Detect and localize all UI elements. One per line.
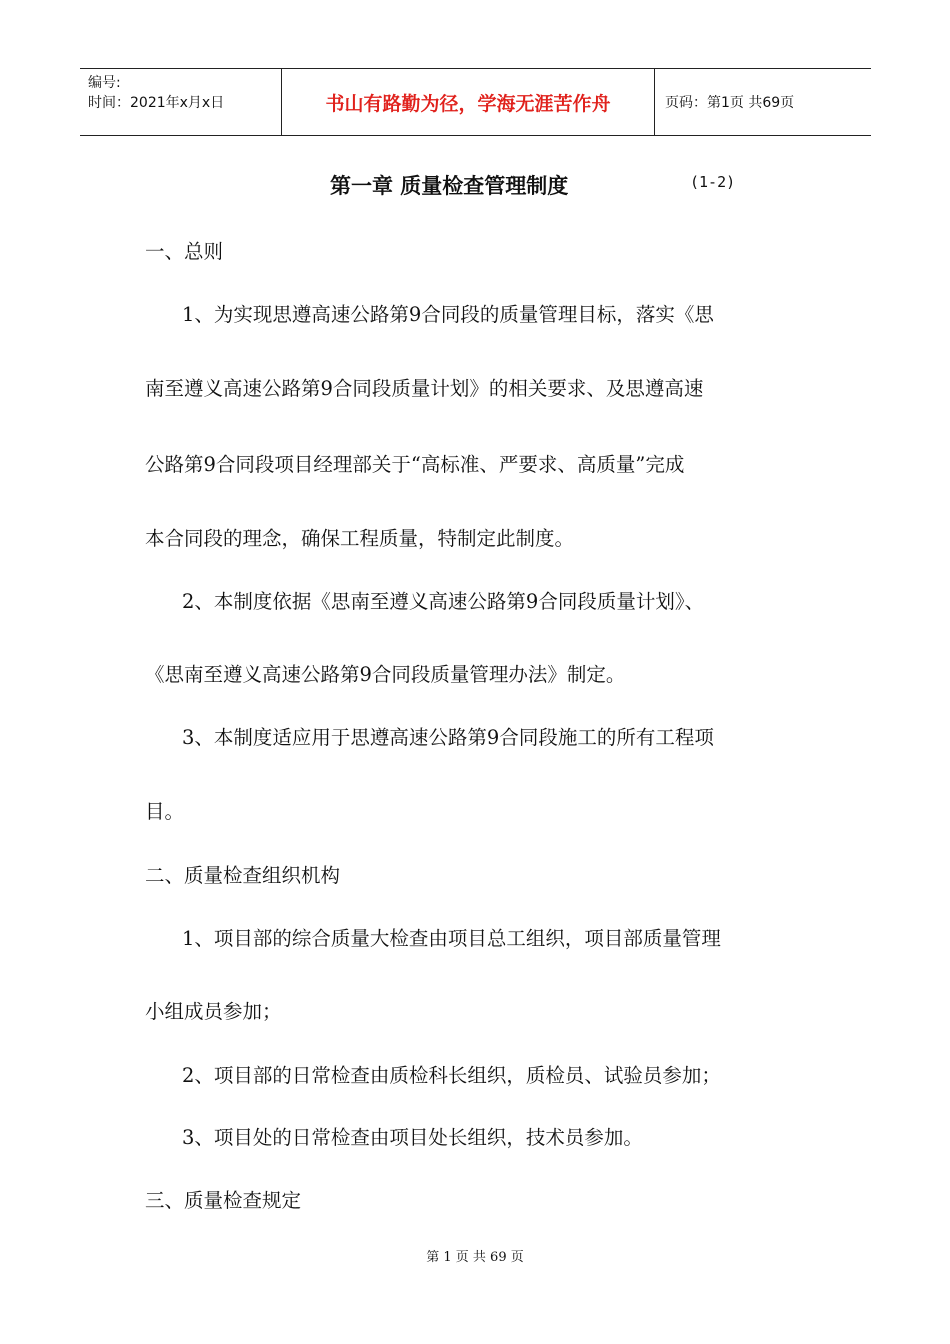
paragraph-line: 南至遵义高速公路第9合同段质量计划》的相关要求、及思遵高速 xyxy=(145,377,704,400)
title-row xyxy=(0,170,950,204)
paragraph-line: 2、项目部的日常检查由质检科长组织，质检员、试验员参加； xyxy=(182,1064,721,1087)
paragraph-line: 公路第9合同段项目经理部关于“高标准、严要求、高质量”完成 xyxy=(145,453,685,476)
header-motto xyxy=(281,69,655,135)
number-label: 编号: xyxy=(88,75,121,91)
footer-page-number: 第 1 页 共 69 页 xyxy=(426,1250,524,1265)
motto-text: 书山有路勤为径，学海无涯苦作舟 xyxy=(325,92,611,115)
paragraph-line: 本合同段的理念，确保工程质量，特制定此制度。 xyxy=(145,527,575,550)
paragraph-line: 《思南至遵义高速公路第9合同段质量管理办法》制定。 xyxy=(145,663,626,686)
time-label: 时间：2021年x月x日 xyxy=(88,95,225,111)
paragraph-line: 3、本制度适应用于思遵高速公路第9合同段施工的所有工程项 xyxy=(182,726,714,749)
page-info-text: 页码：第1页 共69页 xyxy=(665,95,795,111)
section-heading: 一、总则 xyxy=(145,240,224,263)
section-heading: 三、质量检查规定 xyxy=(145,1189,302,1212)
header-page-info xyxy=(655,69,871,135)
paragraph-line: 1、项目部的综合质量大检查由项目总工组织，项目部质量管理 xyxy=(182,927,721,950)
section-heading: 二、质量检查组织机构 xyxy=(145,864,341,887)
page-header xyxy=(80,68,871,136)
paragraph-line: 目。 xyxy=(145,800,185,823)
header-meta xyxy=(80,69,281,135)
document-code: (1-2) xyxy=(690,173,736,191)
paragraph-line: 3、项目处的日常检查由项目处长组织，技术员参加。 xyxy=(182,1126,643,1149)
document-title: 第一章 质量检查管理制度 xyxy=(330,174,569,198)
paragraph-line: 1、为实现思遵高速公路第9合同段的质量管理目标，落实《思 xyxy=(182,303,714,326)
page-footer xyxy=(0,1246,950,1265)
paragraph-line: 2、本制度依据《思南至遵义高速公路第9合同段质量计划》、 xyxy=(182,590,705,613)
paragraph-line: 小组成员参加； xyxy=(145,1000,282,1023)
